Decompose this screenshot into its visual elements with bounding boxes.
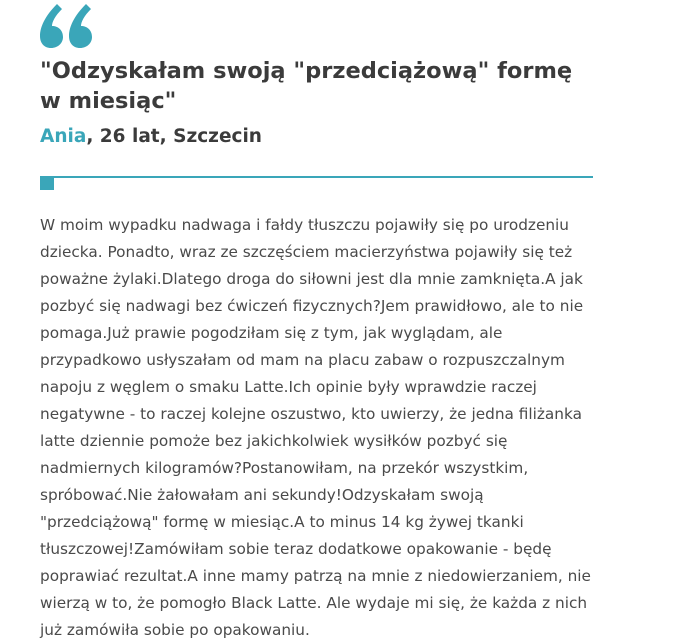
accent-divider (40, 176, 593, 190)
testimonial-body: W moim wypadku nadwaga i fałdy tłuszczu pojawiły się po urodzeniu dziecka. Ponadto, wraz ze szczęściem macierzyństwa pojawiły się też poważne żylaki.Dlatego droga do siłowni jest dla mnie zamknięta.A jak pozbyć się nadwagi bez ćwiczeń fizycznych?Jem prawidłowo, ale to nie pomaga.Już prawie pogodziłam się z tym, jak wyglądam, ale przypadkowo usłyszałam od mam na placu zabaw o rozpuszczalnym napoju z węglem o smaku Latte.Ich opinie były wprawdzie raczej negatywne - to raczej kolejne oszustwo, kto uwierzy, że jedna filiżanka latte dziennie pomoże bez jakichkolwiek wysiłków pozbyć się nadmiernych kilogramów?Postanowiłam, na przekór wszystkim, spróbować.Nie żałowałam ani sekundy!Odzyskałam swoją "przedciążową" formę w miesiąc.A to minus 14 kg żywej tkanki tłuszczowej!Zamówiłam sobie teraz dodatkowe opakowanie - będę poprawiać rezultat.A inne mamy patrzą na mnie z niedowierzaniem, nie wierzą w to, że pomogło Black Latte. Ale wydaje mi się, że każda z nich już zamówiła sobie po opakowaniu. (40, 216, 591, 639)
testimonial-headline: "Odzyskałam swoją "przedciążową" formę w miesiąc" (40, 58, 573, 114)
testimonial-block (40, 0, 600, 644)
testimonial-author (40, 124, 600, 150)
divider-square (40, 176, 54, 190)
author-name: Ania (40, 126, 87, 147)
quote-mark-icon (40, 4, 92, 48)
divider-line (40, 176, 593, 178)
author-details: , 26 lat, Szczecin (86, 126, 262, 147)
